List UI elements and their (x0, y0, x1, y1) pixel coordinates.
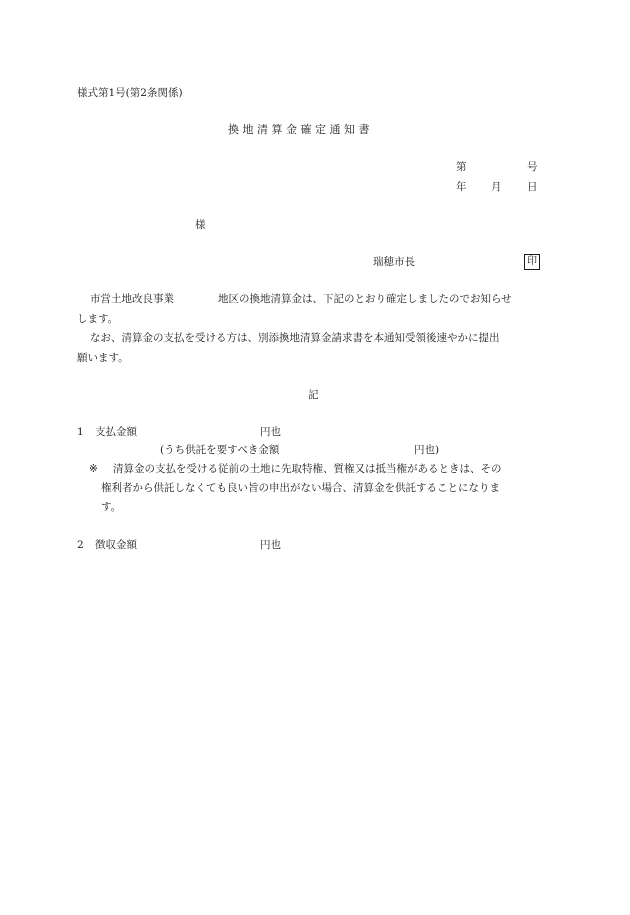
ki-heading: 記 (308, 389, 319, 401)
note-line-3: す。 (101, 501, 122, 513)
item2-number: 2 (77, 539, 84, 551)
body-p2-text: なお、清算金の支払を受ける方は、別添換地清算金請求書を本通知受領後速やかに提出 (90, 332, 500, 344)
item1-sub-yen: 円也) (414, 444, 440, 456)
note-mark: ※ (89, 463, 98, 475)
number-dai: 第 (456, 161, 467, 173)
date-month: 月 (491, 181, 502, 193)
item1-number: 1 (77, 426, 84, 438)
page-title: 換 地 清 算 金 確 定 通 知 書 (228, 123, 370, 136)
body-p1-cont: します。 (77, 313, 119, 325)
number-go: 号 (527, 161, 538, 173)
item1-yen: 円也 (260, 426, 281, 438)
note-line-2: 権利者から供託しなくても良い旨の申出がない場合、清算金を供託することになりま (101, 482, 500, 494)
body-p1-project: 市営土地改良事業 (90, 293, 174, 305)
body-p2-cont: 願います。 (77, 352, 129, 364)
item2-label: 徴収金額 (95, 539, 137, 551)
form-label: 様式第1号(第2条関係) (77, 87, 183, 99)
item2-yen: 円也 (260, 539, 281, 551)
body-p1-text: 地区の換地清算金は、下記のとおり確定しましたのでお知らせ (218, 293, 512, 305)
recipient-suffix: 様 (195, 219, 206, 231)
seal-mark: 印 (524, 254, 540, 270)
item1-label: 支払金額 (95, 426, 137, 438)
issuer: 瑞穂市長 (373, 256, 415, 268)
date-day: 日 (527, 181, 538, 193)
note-line-1: 清算金の支払を受ける従前の土地に先取特権、質権又は抵当権があるときは、その (113, 463, 502, 475)
date-year: 年 (456, 181, 467, 193)
item1-sub-prefix: (うち供託を要すべき金額 (160, 444, 280, 456)
